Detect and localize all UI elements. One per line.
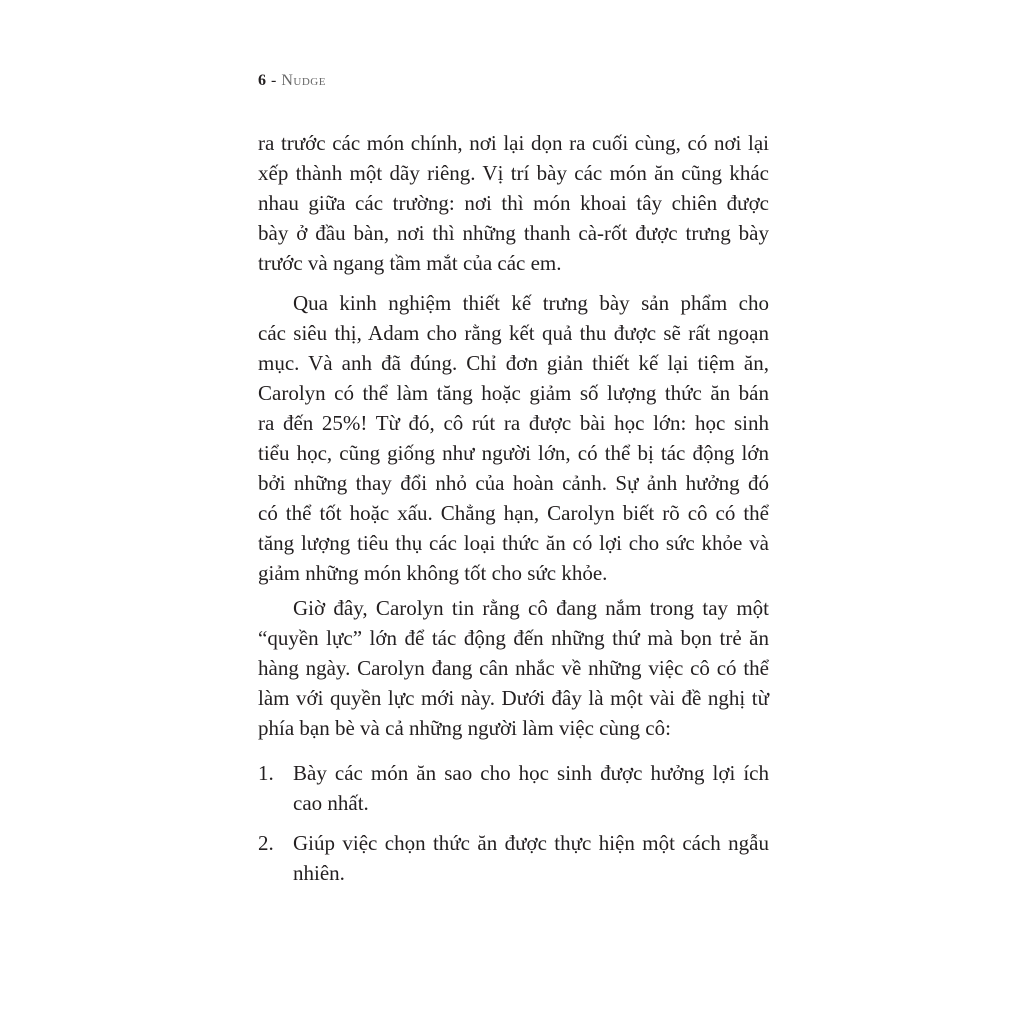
- list-item-2: [258, 828, 769, 888]
- text-line: ra đến 25%! Từ đó, cô rút ra được bài học lớn: học sinh: [258, 411, 769, 435]
- text-line: tiểu học, cũng giống như người lớn, có thể bị tác động lớn: [258, 441, 769, 465]
- text-line: tăng lượng tiêu thụ các loại thức ăn có lợi cho sức khỏe và: [258, 531, 769, 555]
- paragraph-3: [258, 593, 769, 743]
- list-number: 1.: [258, 761, 274, 785]
- text-line: Giờ đây, Carolyn tin rằng cô đang nắm trong tay một: [293, 596, 769, 620]
- text-line: Bày các món ăn sao cho học sinh được hưởng lợi ích: [293, 761, 769, 785]
- text-line: hàng ngày. Carolyn đang cân nhắc về những việc cô có thể: [258, 656, 769, 680]
- text-line: cao nhất.: [293, 791, 369, 815]
- text-line: “quyền lực” lớn để tác động đến những thứ mà bọn trẻ ăn: [258, 626, 769, 650]
- text-line: giảm những món không tốt cho sức khỏe.: [258, 561, 608, 585]
- text-line: nhiên.: [293, 861, 345, 885]
- text-line: bởi những thay đổi nhỏ của hoàn cảnh. Sự ảnh hưởng đó: [258, 471, 769, 495]
- text-line: các siêu thị, Adam cho rằng kết quả thu được sẽ rất ngoạn: [258, 321, 769, 345]
- list-number: 2.: [258, 831, 274, 855]
- text-line: Carolyn có thể làm tăng hoặc giảm số lượng thức ăn bán: [258, 381, 769, 405]
- text-line: Qua kinh nghiệm thiết kế trưng bày sản phẩm cho: [293, 291, 769, 315]
- running-header: [258, 72, 326, 90]
- text-line: mục. Và anh đã đúng. Chỉ đơn giản thiết kế lại tiệm ăn,: [258, 351, 769, 375]
- text-line: phía bạn bè và cả những người làm việc cùng cô:: [258, 716, 671, 740]
- list-item-1: [258, 758, 769, 818]
- text-line: làm với quyền lực mới này. Dưới đây là một vài đề nghị từ: [258, 686, 769, 710]
- paragraph-2: [258, 288, 769, 588]
- text-line: ra trước các món chính, nơi lại dọn ra cuối cùng, có nơi lại: [258, 131, 769, 155]
- page-number: 6: [258, 72, 267, 89]
- book-title: Nudge: [281, 72, 326, 89]
- text-line: nhau giữa các trường: nơi thì món khoai tây chiên được: [258, 191, 769, 215]
- paragraph-1: [258, 128, 769, 278]
- text-line: có thể tốt hoặc xấu. Chẳng hạn, Carolyn biết rõ cô có thể: [258, 501, 769, 525]
- text-line: xếp thành một dãy riêng. Vị trí bày các món ăn cũng khác: [258, 161, 769, 185]
- text-line: trước và ngang tầm mắt của các em.: [258, 251, 562, 275]
- header-separator: -: [266, 72, 282, 89]
- text-line: Giúp việc chọn thức ăn được thực hiện một cách ngẫu: [293, 831, 769, 855]
- text-line: bày ở đầu bàn, nơi thì những thanh cà-rốt được trưng bày: [258, 221, 769, 245]
